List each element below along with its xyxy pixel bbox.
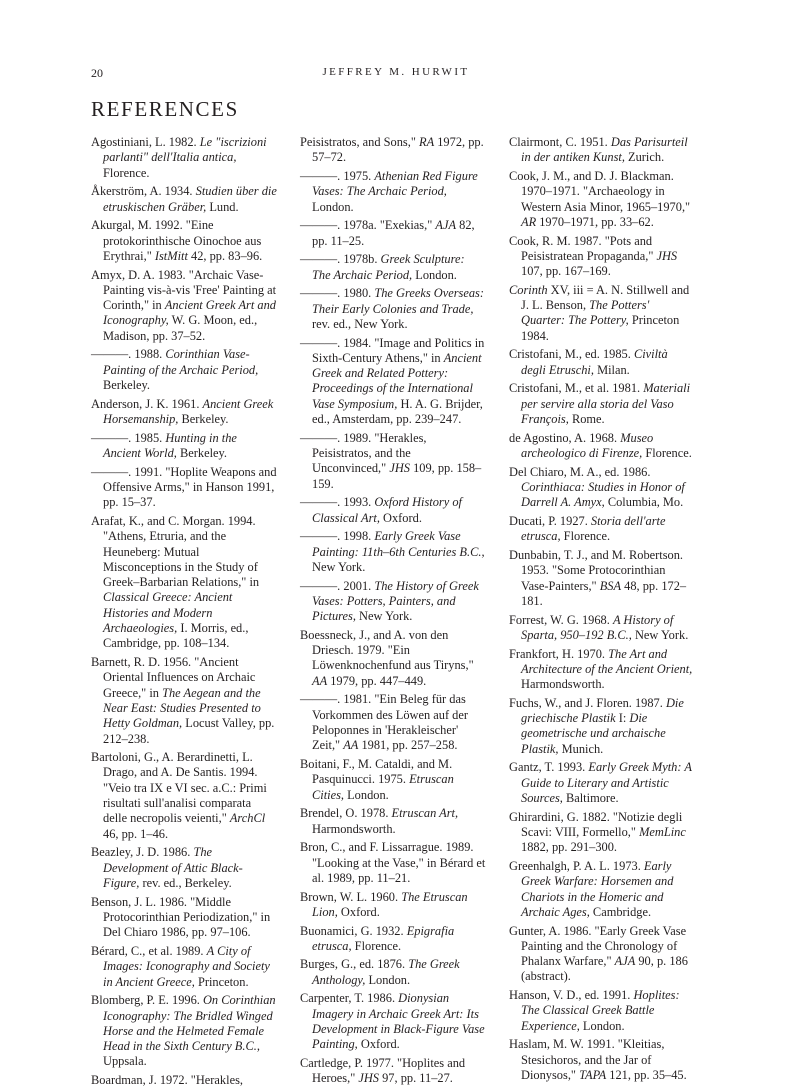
entry-text: I. Morris, ed., Cambridge, pp. 108–134. — [103, 621, 249, 651]
references-column-2 — [300, 135, 486, 1090]
entry-text: Lund. — [206, 199, 239, 214]
reference-entry — [91, 750, 277, 842]
entry-text: Cartledge, P. 1977. "Hoplites and Heroes," — [300, 1056, 466, 1086]
entry-text: Brown, W. L. 1960. — [300, 889, 402, 904]
entry-title: Etruscan Cities, — [312, 772, 454, 802]
reference-entry — [91, 895, 277, 941]
reference-entry — [300, 957, 486, 988]
reference-entry — [509, 135, 695, 166]
entry-text: Bérard, C., et al. 1989. — [91, 943, 207, 958]
reference-entry — [300, 286, 486, 332]
entry-text: Frankfort, H. 1970. — [509, 646, 609, 661]
entry-text: Anderson, J. K. 1961. — [91, 396, 203, 411]
entry-text: 121, pp. 35–45. — [606, 1067, 687, 1082]
reference-entry — [300, 336, 486, 428]
entry-title: The Etruscan Lion, — [312, 889, 468, 919]
entry-text: Milan. — [593, 362, 630, 377]
reference-entry — [300, 840, 486, 886]
entry-text: Princeton 1984. — [521, 313, 680, 343]
entry-title: IstMitt — [154, 248, 188, 263]
entry-text: 48, pp. 172–181. — [521, 578, 687, 608]
entry-text: 1882, pp. 291–300. — [521, 840, 618, 855]
reference-entry — [300, 579, 486, 625]
entry-text: ———. 1981. "Ein Beleg für das Vorkommen des Löwen auf der Peloponnes in 'Herakleischer' Zeit," — [300, 692, 468, 753]
entry-text: Cristofani, M., ed. 1985. — [509, 347, 634, 362]
reference-entry — [509, 647, 695, 693]
reference-entry — [91, 431, 277, 462]
entry-text: New York. — [355, 609, 413, 624]
entry-title: Classical Greece: Ancient Histories and Modern Archaeologies, — [103, 590, 233, 636]
entry-text: Peisistratos, and Sons," — [300, 135, 419, 149]
entry-text: ———. 1988. — [91, 347, 166, 362]
reference-entry — [509, 234, 695, 280]
reference-entry — [91, 268, 277, 344]
entry-text: 107, pp. 167–169. — [521, 264, 611, 279]
entry-title: The Greeks Overseas: Their Early Colonies and Trade, — [312, 286, 484, 316]
reference-entry — [300, 806, 486, 837]
entry-text: Dunbabin, T. J., and M. Robertson. 1953. "Some Protocorinthian Vase-Painters," — [509, 547, 684, 593]
entry-text: Hanson, V. D., ed. 1991. — [509, 988, 634, 1003]
entry-text: Florence. — [560, 529, 611, 544]
reference-entry — [509, 431, 695, 462]
entry-text: Fuchs, W., and J. Floren. 1987. — [509, 695, 666, 710]
entry-title: JHS — [656, 248, 678, 263]
reference-entry — [509, 613, 695, 644]
entry-text: 109, pp. 158–159. — [312, 461, 482, 491]
entry-title: Ancient Greek Horsemanship, — [103, 396, 274, 426]
entry-text: Oxford. — [357, 1037, 400, 1052]
section-title: REFERENCES — [91, 97, 239, 121]
entry-text: Baltimore. — [562, 790, 619, 805]
entry-text: London. — [312, 199, 354, 214]
entry-title: AJA — [614, 954, 636, 969]
entry-title: Etruscan Art, — [391, 806, 459, 821]
entry-text: ———. 1985. — [91, 430, 166, 445]
reference-entry — [509, 988, 695, 1034]
reference-entry — [509, 1037, 695, 1083]
entry-title: Museo archeologico di Firenze, — [521, 430, 654, 460]
reference-entry — [91, 135, 277, 181]
reference-entry — [509, 760, 695, 806]
entry-title: Hunting in the Ancient World, — [103, 430, 237, 460]
reference-entry — [91, 993, 277, 1069]
entry-text: Del Chiaro, M. A., ed. 1986. — [509, 464, 651, 479]
entry-title: A History of Sparta, 950–192 B.C., — [521, 612, 674, 642]
running-head: JEFFREY M. HURWIT — [322, 66, 470, 78]
reference-entry — [509, 514, 695, 545]
reference-entry — [509, 859, 695, 920]
reference-entry — [300, 757, 486, 803]
reference-entry — [509, 465, 695, 511]
entry-text: Florence. — [103, 165, 150, 180]
reference-entry — [509, 381, 695, 427]
entry-text: Agostiniani, L. 1982. — [91, 135, 200, 149]
entry-text: Ghirardini, G. 1882. "Notizie degli Scavi: VIII, Formello," — [509, 809, 683, 839]
entry-title: Oxford History of Classical Art, — [312, 495, 462, 525]
entry-title: AA — [343, 738, 359, 753]
entry-title: Ancient Greek Art and Iconography, — [103, 298, 276, 328]
entry-title: Early Greek Warfare: Horsemen and Chariots in the Homeric and Archaic Ages, — [521, 858, 674, 919]
entry-text: 1981, pp. 257–258. — [358, 738, 458, 753]
page-number: 20 — [91, 66, 103, 80]
entry-text: ———. 1998. — [300, 529, 375, 544]
entry-text: H. A. G. Brijder, ed., Amsterdam, pp. 239–247. — [312, 396, 483, 426]
entry-title: Epigrafia etrusca, — [312, 923, 455, 953]
entry-text: London. — [365, 972, 411, 987]
entry-text: ———. 1978b. — [300, 252, 381, 267]
reference-entry — [300, 252, 486, 283]
entry-text: Rome. — [568, 412, 605, 426]
entry-text: Boardman, J. 1972. "Herakles, — [91, 1073, 243, 1088]
entry-title: Das Parisurteil in der antiken Kunst, — [521, 135, 688, 165]
entry-text: Oxford. — [337, 904, 380, 919]
entry-title: Corinth — [509, 282, 548, 297]
entry-text: Greenhalgh, P. A. L. 1973. — [509, 858, 644, 873]
entry-text: Uppsala. — [103, 1054, 147, 1069]
entry-title: Die griechische Plastik — [521, 695, 684, 726]
entry-title: The Art and Architecture of the Ancient Orient, — [521, 646, 693, 676]
entry-title: A City of Images: Iconography and Society in Ancient Greece, — [103, 943, 270, 989]
reference-entry — [300, 431, 486, 492]
reference-entry — [509, 169, 695, 230]
entry-text: Harmondsworth. — [312, 821, 396, 836]
entry-text: Akurgal, M. 1992. "Eine protokorinthische Oinochoe aus Erythrai," — [91, 218, 262, 263]
entry-title: Ancient Greek and Related Pottery: Proceedings of the International Vase Symposium, — [312, 350, 482, 411]
entry-text: Oxford. — [379, 510, 422, 525]
entry-text: ———. 1993. — [300, 495, 375, 510]
reference-entry — [509, 347, 695, 378]
entry-title: MemLinc — [639, 824, 686, 839]
entry-text: Bron, C., and F. Lissarrague. 1989. "Looking at the Vase," in Bérard et al. 1989, pp. 11–21. — [300, 840, 486, 885]
reference-entry — [91, 397, 277, 428]
entry-text: 46, pp. 1–46. — [103, 826, 169, 841]
entry-text: Clairmont, C. 1951. — [509, 135, 611, 149]
entry-title: Early Greek Myth: A Guide to Literary and Artistic Sources, — [521, 760, 692, 805]
entry-title: Materiali per servire alla storia del Vaso François, — [521, 381, 691, 426]
entry-title: AJA — [435, 218, 457, 233]
entry-text: Munich. — [558, 741, 604, 756]
entry-title: The Potters' Quarter: The Pottery, — [521, 298, 650, 328]
entry-title: JHS — [389, 461, 410, 476]
entry-title: Le "iscrizioni parlanti" dell'Italia antica, — [103, 135, 267, 165]
entry-text: 1979, pp. 447–449. — [327, 673, 427, 688]
reference-entry — [300, 135, 486, 166]
entry-text: Berkeley. — [178, 412, 229, 426]
entry-title: Civiltà degli Etruschi, — [521, 347, 668, 377]
entry-text: ———. 1989. "Herakles, Peisistratos, and the Unconvinced," — [300, 430, 427, 476]
reference-entry — [509, 548, 695, 609]
entry-title: ArchCl — [229, 811, 266, 826]
entry-text: rev. ed., New York. — [312, 316, 408, 331]
entry-text: de Agostino, A. 1968. — [509, 430, 621, 445]
entry-text: Beazley, J. D. 1986. — [91, 845, 194, 860]
entry-text: 1972, pp. 57–72. — [312, 135, 484, 165]
entry-title: Early Greek Vase Painting: 11th–6th Centuries B.C., — [312, 529, 485, 559]
reference-entry — [509, 696, 695, 757]
reference-entry — [300, 628, 486, 689]
entry-title: TAPA — [579, 1067, 607, 1082]
entry-text: Arafat, K., and C. Morgan. 1994. "Athens, Etruria, and the Heuneberg: Mutual Misconceptions in the Study of Greek–Barbarian Relations," in — [91, 513, 260, 590]
entry-text: Berkeley. — [103, 378, 151, 393]
entry-title: The Development of Attic Black-Figure, — [103, 845, 243, 890]
entry-text: I: — [615, 711, 630, 726]
entry-title: The Greek Anthology, — [312, 957, 460, 987]
entry-text: Cambridge. — [589, 904, 652, 919]
reference-entry — [91, 1073, 277, 1088]
reference-entry — [300, 991, 486, 1052]
entry-title: JHS — [358, 1071, 380, 1086]
entry-text: Florence. — [351, 938, 402, 953]
entry-text: Cook, J. M., and D. J. Blackman. 1970–1971. "Archaeology in Western Asia Minor, 1965–1970," — [509, 168, 691, 214]
entry-text: Cook, R. M. 1987. "Pots and Peisistratean Propaganda," — [509, 233, 657, 263]
entry-text: Columbia, Mo. — [604, 495, 684, 510]
entry-text: New York. — [631, 627, 689, 642]
entry-text: 42, pp. 83–96. — [187, 248, 263, 263]
references-column-1 — [91, 135, 277, 1092]
reference-entry — [91, 465, 277, 511]
entry-text: Boessneck, J., and A. von den Driesch. 1979. "Ein Löwenknochenfund aus Tiryns," — [300, 627, 474, 673]
entry-title: Hoplites: The Classical Greek Battle Experience, — [521, 988, 680, 1033]
entry-text: Gantz, T. 1993. — [509, 760, 589, 775]
reference-entry — [509, 283, 695, 344]
entry-text: 90, p. 186 (abstract). — [521, 954, 688, 984]
reference-entry — [300, 529, 486, 575]
entry-title: RA — [419, 135, 435, 149]
entry-text: ———. 1975. — [300, 168, 375, 183]
entry-text: Forrest, W. G. 1968. — [509, 612, 613, 627]
entry-text: ———. 1978a. "Exekias," — [300, 218, 436, 233]
entry-text: Florence. — [642, 445, 692, 460]
entry-title: AA — [312, 673, 328, 688]
entry-text: New York. — [312, 559, 366, 574]
entry-text: Berkeley. — [176, 445, 228, 460]
reference-entry — [91, 845, 277, 891]
entry-title: BSA — [599, 578, 622, 593]
entry-title: Storia dell'arte etrusca, — [521, 513, 666, 544]
entry-text: Locust Valley, pp. 212–238. — [103, 716, 275, 746]
references-column-3 — [509, 135, 695, 1087]
reference-entry — [300, 890, 486, 921]
entry-text: London. — [412, 267, 457, 282]
reference-entry — [300, 924, 486, 955]
reference-entry — [91, 944, 277, 990]
entry-text: rev. ed., Berkeley. — [139, 875, 232, 890]
entry-text: Cristofani, M., et al. 1981. — [509, 381, 644, 396]
entry-title: AR — [521, 214, 537, 229]
reference-entry — [300, 692, 486, 753]
entry-text: Ducati, P. 1927. — [509, 513, 591, 528]
reference-entry — [91, 218, 277, 264]
reference-entry — [300, 169, 486, 215]
entry-text: Boitani, F., M. Cataldi, and M. Pasquinucci. 1975. — [300, 756, 453, 787]
reference-entry — [300, 1056, 486, 1087]
entry-text: Bartoloni, G., A. Berardinetti, L. Drago, and A. De Santis. 1994. "Veio tra IX e VI sec. a.C.: Primi risultati sull'analisi comparata delle necropolis veienti," — [91, 750, 267, 826]
entry-text: ———. 1984. "Image and Politics in Sixth-Century Athens," in — [300, 335, 485, 365]
entry-text: Buonamici, G. 1932. — [300, 923, 407, 938]
entry-text: Zurich. — [624, 150, 665, 165]
entry-title: Athenian Red Figure Vases: The Archaic Period, — [312, 168, 478, 199]
entry-text: ———. 1980. — [300, 286, 375, 301]
entry-text: Amyx, D. A. 1983. "Archaic Vase-Painting vis-à-vis 'Free' Painting at Corinth," in — [91, 267, 277, 313]
entry-text: Burges, G., ed. 1876. — [300, 957, 409, 972]
reference-entry — [91, 655, 277, 747]
entry-text: Brendel, O. 1978. — [300, 806, 392, 821]
reference-entry — [91, 514, 277, 652]
reference-entry — [509, 810, 695, 856]
entry-text: Barnett, R. D. 1956. "Ancient Oriental Influences on Archaic Greece," in — [91, 655, 256, 700]
entry-title: Corinthian Vase-Painting of the Archaic Period, — [103, 347, 259, 377]
entry-text: 97, pp. 11–27. — [379, 1071, 453, 1086]
entry-title: Dionysian Imagery in Archaic Greek Art: Its Development in Black-Figure Vase Painting, — [312, 991, 485, 1052]
reference-entry — [300, 495, 486, 526]
entry-text: Haslam, M. W. 1991. "Kleitias, Stesichoros, and the Jar of Dionysos," — [509, 1037, 665, 1082]
entry-title: Corinthiaca: Studies in Honor of Darrell A. Amyx, — [521, 479, 685, 510]
entry-title: Greek Sculpture: The Archaic Period, — [312, 252, 465, 282]
entry-title: The Aegean and the Near East: Studies Presented to Hetty Goldman, — [103, 685, 261, 731]
entry-text: Blomberg, P. E. 1996. — [91, 993, 203, 1008]
entry-text: 82, pp. 11–25. — [312, 218, 475, 248]
reference-entry — [91, 184, 277, 215]
entry-text: ———. 1991. "Hoplite Weapons and Offensive Arms," in Hanson 1991, pp. 15–37. — [91, 464, 277, 510]
reference-entry — [509, 924, 695, 985]
entry-text: Carpenter, T. 1986. — [300, 991, 399, 1006]
entry-text: London. — [344, 787, 389, 802]
entry-text: Åkerström, A. 1934. — [91, 184, 196, 199]
entry-text: W. G. Moon, ed., Madison, pp. 37–52. — [103, 313, 258, 343]
entry-text: London. — [579, 1018, 625, 1033]
entry-text: 1970–1971, pp. 33–62. — [536, 214, 654, 229]
entry-text: Gunter, A. 1986. "Early Greek Vase Painting and the Chronology of Phalanx Warfare," — [509, 923, 687, 969]
reference-entry — [300, 218, 486, 249]
entry-text: Benson, J. L. 1986. "Middle Protocorinthian Periodization," in Del Chiaro 1986, pp. 97–106. — [91, 894, 271, 940]
entry-text: ———. 2001. — [300, 578, 375, 593]
entry-text: Harmondsworth. — [521, 677, 605, 692]
entry-title: Studien über die etruskischen Gräber, — [103, 184, 277, 214]
entry-text: XV, iii = A. N. Stillwell and J. L. Benson, — [521, 282, 690, 313]
entry-title: On Corinthian Iconography: The Bridled Winged Horse and the Helmeted Female Head in the Sixth Century B.C., — [103, 993, 276, 1054]
entry-text: Princeton. — [194, 974, 249, 989]
entry-title: The History of Greek Vases: Potters, Painters, and Pictures, — [312, 578, 479, 624]
entry-title: Die geometrische und archaische Plastik, — [521, 711, 666, 756]
reference-entry — [91, 347, 277, 393]
